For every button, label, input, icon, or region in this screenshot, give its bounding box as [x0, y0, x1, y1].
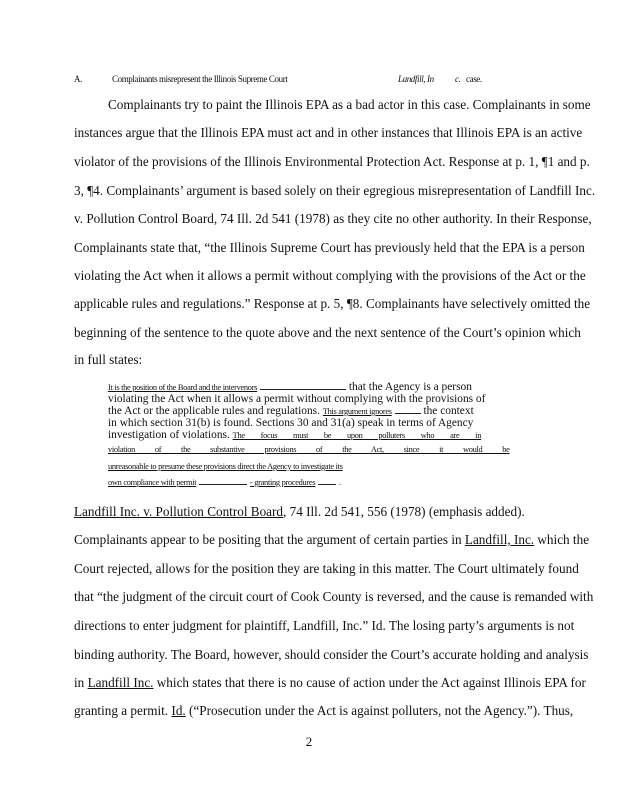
quote-underline-gap: [260, 381, 346, 390]
quote-text: that the Agency is a person: [348, 381, 472, 393]
section-letter: A.: [74, 74, 82, 84]
citation-rest: , 74 Ill. 2d 541, 556 (1978) (emphasis added).: [283, 504, 525, 519]
quote-emphasis: own compliance with permit: [108, 478, 197, 487]
heading-case-word: case.: [466, 74, 482, 84]
para2-line: binding authority. The Board, however, should consider the Court’s accurate holding and analysis: [74, 647, 589, 662]
quote-line: violating the Act when it allows a permit without complying with the provisions of: [108, 393, 486, 405]
page-number: 2: [305, 734, 313, 749]
para2-text: which states that there is no cause of action under the Act against Illinois EPA for: [153, 675, 586, 690]
heading-case-name: Landfill, In: [398, 74, 434, 84]
para2-line: [74, 703, 604, 719]
para1-line: applicable rules and regulations.” Response at p. 5, ¶8. Complainants have selectively omitted the: [74, 296, 591, 311]
quote-emphasis: It is the position of the Board and the intervenors: [108, 383, 258, 392]
para2-text: in: [74, 675, 88, 690]
para1-line: Complainants state that, “the Illinois Supreme Court has previously held that the EPA is a person: [74, 240, 585, 255]
quote-line: [108, 476, 563, 489]
para1-line: instances argue that the Illinois EPA must act and in other instances that Illinois EPA is an active: [74, 125, 583, 140]
quote-emphasis-line: unreasonable to presume these provisions direct the Agency to investigate its: [108, 462, 343, 471]
para1-line: beginning of the sentence to the quote above and the next sentence of the Court’s opinion which: [74, 325, 581, 340]
quote-end: .: [339, 478, 341, 487]
quote-underline-gap: [318, 476, 336, 485]
quote-underline-gap: [199, 476, 247, 485]
quote-emphasis: The focus must be upon polluters who are in: [232, 431, 482, 440]
section-title: Complainants misrepresent the Illinois Supreme Court: [112, 74, 288, 84]
quote-text: the Act or the applicable rules and regulations.: [108, 405, 320, 417]
para1-line: 3, ¶4. Complainants’ argument is based solely on their egregious misrepresentation of Landfill Inc.: [74, 183, 596, 198]
quote-emphasis-line: violation of the substantive provisions of the Act, since it would be: [108, 445, 510, 454]
para2-line: that “the judgment of the circuit court of Cook County is reversed, and the cause is remanded with: [74, 589, 594, 604]
para2-text: granting a permit.: [74, 703, 172, 718]
quote-line: in which section 31(b) is found. Sections 30 and 31(a) speak in terms of Agency: [108, 417, 474, 429]
case-reference: Landfill, Inc.: [464, 532, 535, 547]
citation-line: [74, 504, 604, 520]
para2-line: Court rejected, allows for the position they are taking in this matter. The Court ultimately found: [74, 561, 579, 576]
para2-text: which the: [534, 532, 590, 547]
id-reference: Id.: [171, 703, 186, 718]
para2-text: (“Prosecution under the Act is against polluters, not the Agency.”). Thus,: [185, 703, 574, 718]
quote-emphasis: This argument ignores: [322, 407, 392, 416]
quote-text: investigation of violations.: [108, 429, 230, 441]
quote-line: [108, 429, 563, 442]
para2-text: Complainants appear to be positing that the argument of certain parties in: [74, 532, 465, 547]
para1-line: in full states:: [74, 352, 143, 367]
para1-line: violating the Act when it allows a permit without complying with the provisions of the Act or the: [74, 268, 586, 283]
para2-line: [74, 532, 604, 548]
para1-line: violator of the provisions of the Illinois Environmental Protection Act. Response at p. 1, ¶1 and p.: [74, 154, 590, 169]
section-heading: [74, 74, 554, 88]
citation-case: Landfill Inc. v. Pollution Control Board: [74, 504, 284, 519]
case-reference: Landfill Inc.: [87, 675, 154, 690]
quote-emphasis: - granting procedures: [249, 478, 316, 487]
para2-line: [74, 675, 604, 691]
para2-line: directions to enter judgment for plaintiff, Landfill, Inc.” Id. The losing party’s arguments is not: [74, 618, 575, 633]
para1-line: Complainants try to paint the Illinois EPA as a bad actor in this case. Complainants in some: [108, 97, 591, 112]
para1-line: v. Pollution Control Board, 74 Ill. 2d 541 (1978) as they cite no other authority. In their Response,: [74, 211, 592, 226]
heading-case-suffix: c.: [455, 74, 461, 84]
quote-underline-gap: [395, 405, 421, 414]
quote-text: the context: [423, 405, 474, 417]
